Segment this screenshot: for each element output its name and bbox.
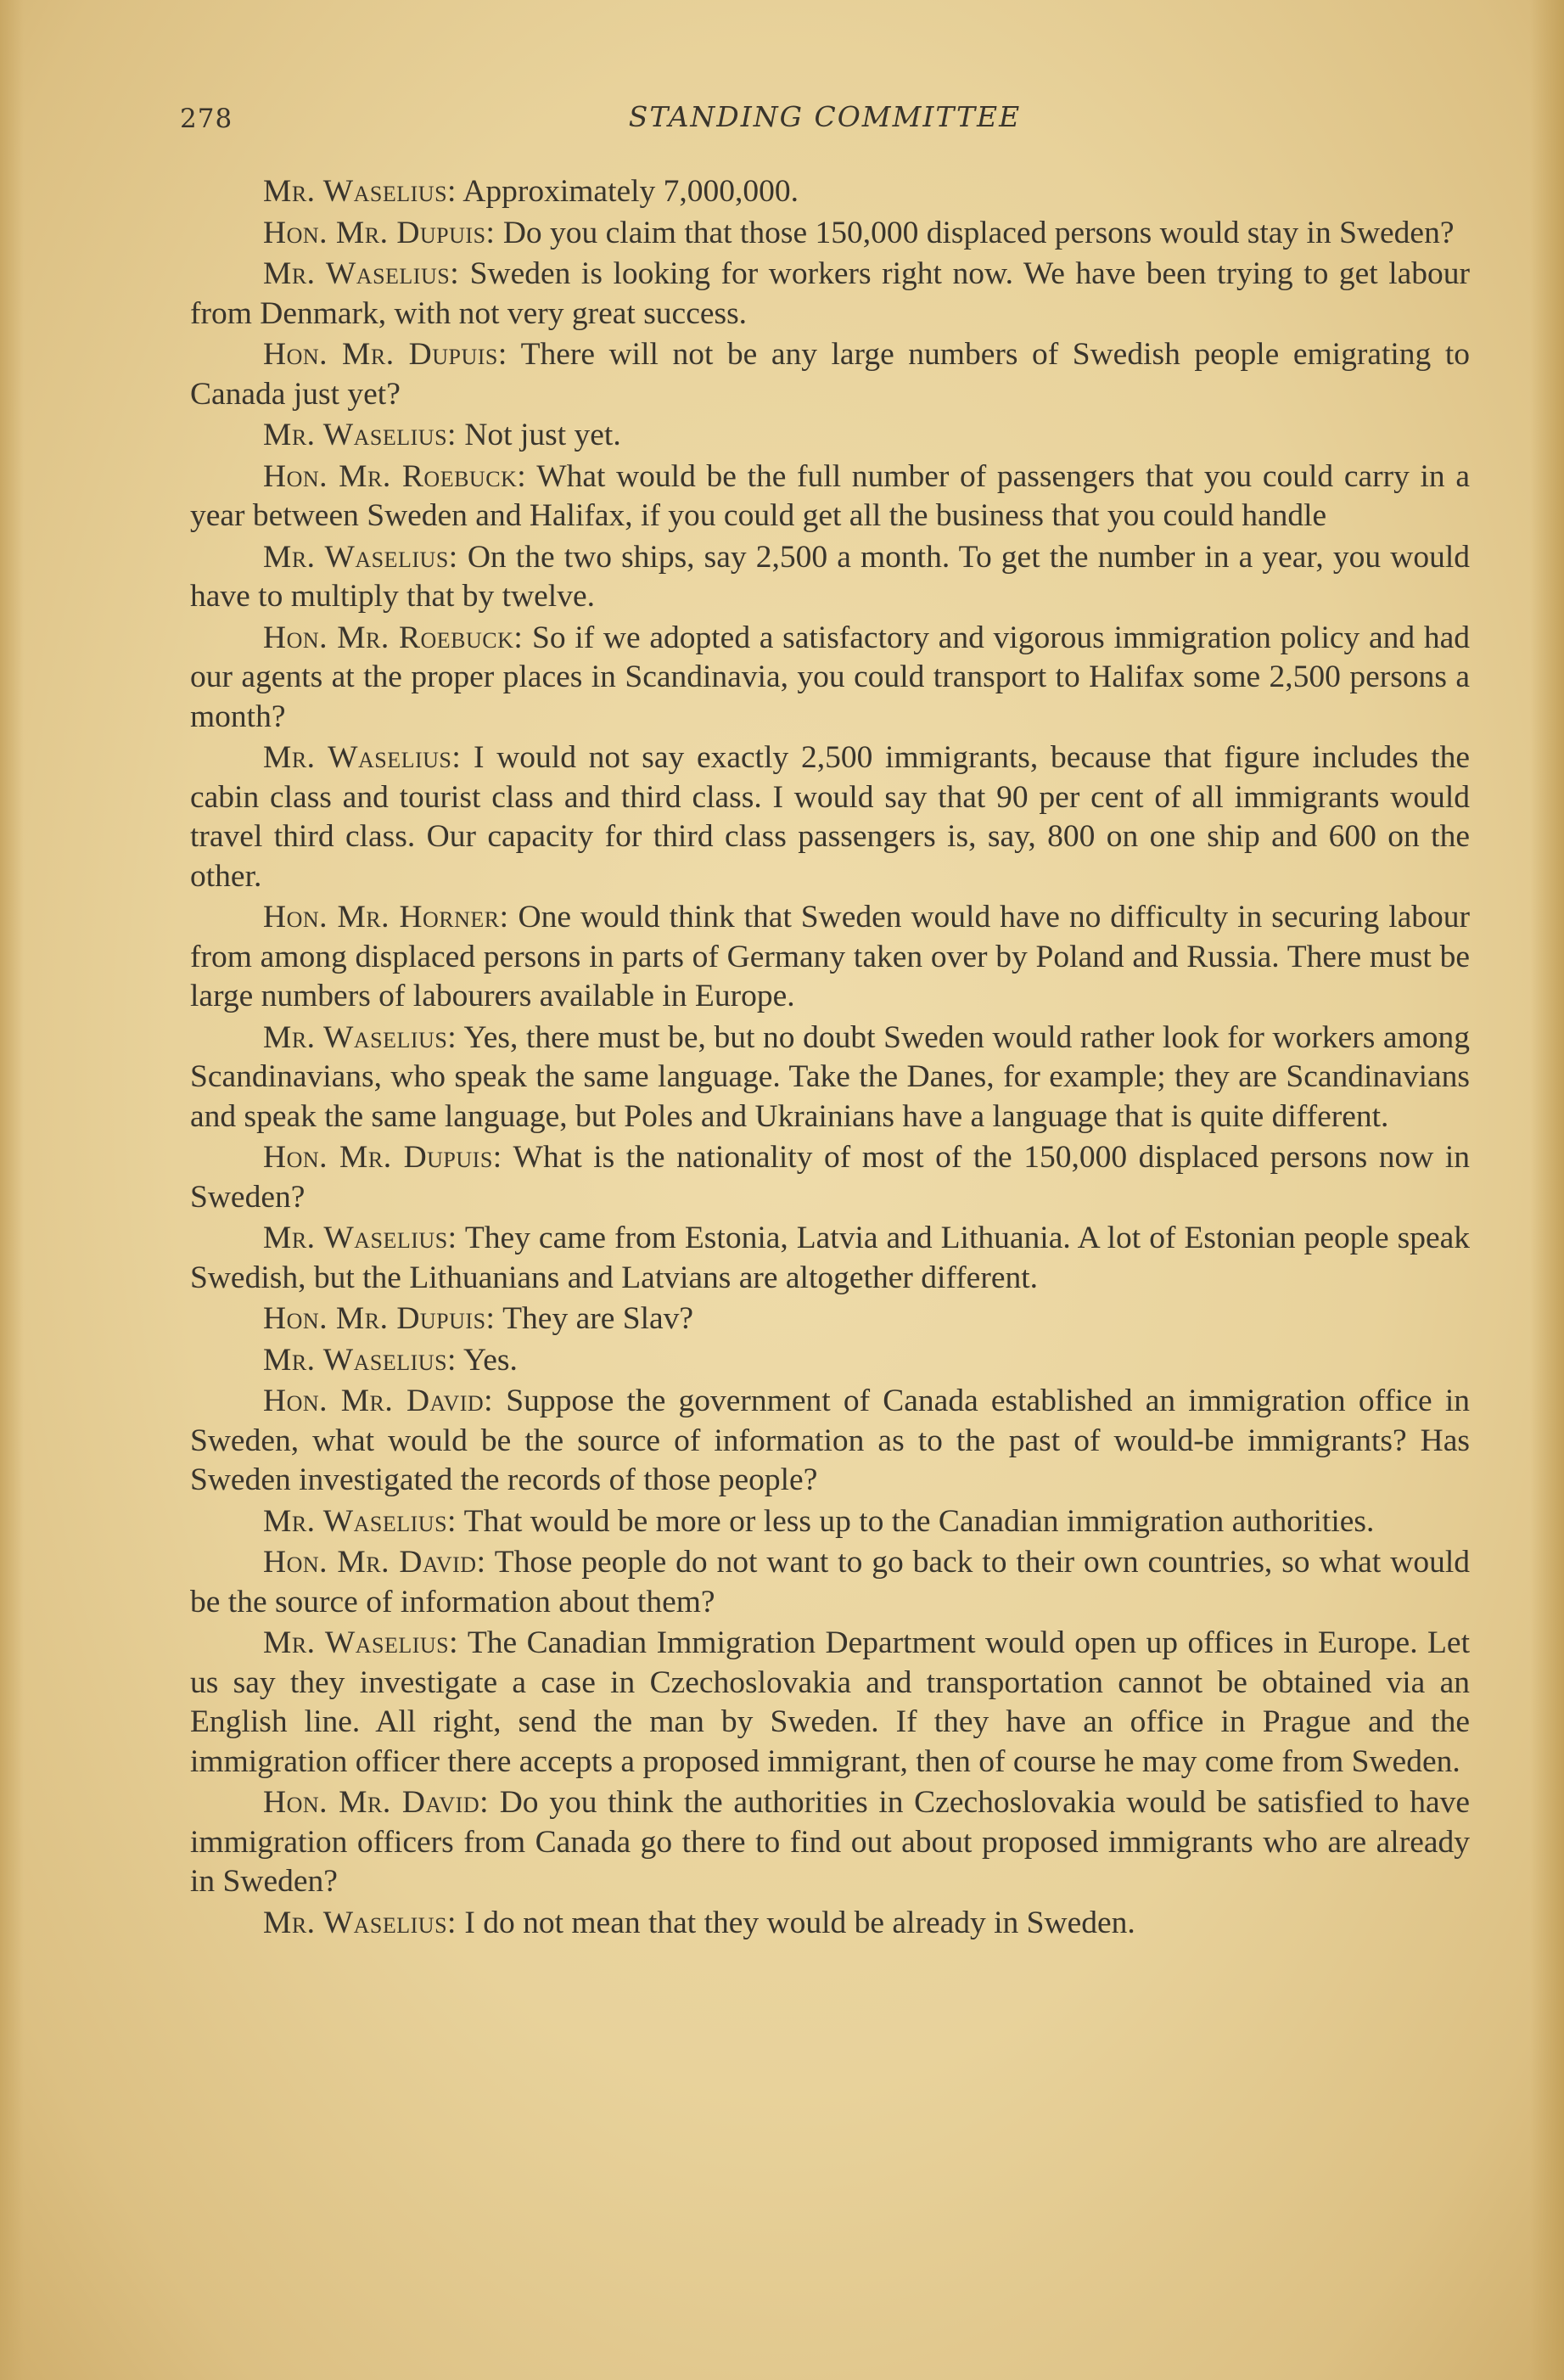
- transcript-paragraph: [190, 1341, 1470, 1381]
- transcript-paragraph: [190, 1138, 1470, 1217]
- speech-text: Yes, there must be, but no doubt Sweden would rather look for workers among Scandinavians, who speak the same language. Take the Danes, for example; they are Scandinavians and speak the same language, but Poles and Ukrainians have a language that is quite different.: [190, 1019, 1471, 1134]
- transcript-paragraph: [190, 1624, 1470, 1782]
- speech-text: Do you claim that those 150,000 displaced persons would stay in Sweden?: [495, 215, 1455, 250]
- speaker-name: Mr. Waselius:: [263, 740, 462, 775]
- speech-text: There will not be any large numbers of Swedish people emigrating to Canada just yet?: [190, 337, 1470, 412]
- speech-text: They came from Estonia, Latvia and Lithuania. A lot of Estonian people speak Swedish, but the Lithuanians and Latvians are altogether different.: [190, 1221, 1470, 1295]
- speech-text: I would not say exactly 2,500 immigrants, because that figure includes the cabin class and tourist class and third class. I would say that 90 per cent of all immigrants would travel third class. Our capacity for third class passengers is, say, 800 on one ship and 600 on the other.: [190, 740, 1471, 894]
- speaker-name: Mr. Waselius:: [263, 174, 457, 209]
- transcript-paragraph: [190, 1502, 1470, 1542]
- speech-text: Suppose the government of Canada established an immigration office in Sweden, what would be the source of information as to the past of would-be immigrants? Has Sweden investigated the records of those people?: [190, 1384, 1470, 1497]
- transcript-paragraph: [190, 1219, 1470, 1298]
- speech-text: On the two ships, say 2,500 a month. To get the number in a year, you would have to multiply that by twelve.: [190, 539, 1470, 614]
- speech-text: I do not mean that they would be already in Sweden.: [456, 1905, 1135, 1940]
- transcript-paragraph: [190, 1783, 1470, 1902]
- transcript-paragraph: [190, 172, 1470, 212]
- transcript-paragraph: [190, 335, 1470, 414]
- speaker-name: Mr. Waselius:: [263, 1625, 459, 1660]
- speech-text: Yes.: [456, 1342, 518, 1378]
- speaker-name: Hon. Mr. Roebuck:: [263, 620, 524, 655]
- speech-text: Do you think the authorities in Czechoslovakia would be satisfied to have immigration officers from Canada go there to find out about proposed immigrants who are already in Sweden?: [190, 1785, 1470, 1899]
- transcript-paragraph: [190, 1543, 1470, 1622]
- speaker-name: Mr. Waselius:: [263, 1221, 457, 1255]
- page-edge-shadow-right: [1530, 0, 1564, 2380]
- transcript-paragraph: [190, 738, 1470, 896]
- transcript-body: [190, 172, 1470, 1945]
- transcript-paragraph: [190, 1019, 1470, 1137]
- page-edge-shadow-left: [0, 0, 24, 2380]
- speaker-name: Hon. Mr. Dupuis:: [263, 1140, 502, 1175]
- transcript-paragraph: [190, 619, 1470, 738]
- speaker-name: Mr. Waselius:: [263, 256, 460, 291]
- speech-text: What would be the full number of passengers that you could carry in a year between Sweden and Halifax, if you could get all the business that you could handle: [190, 458, 1470, 533]
- speech-text: The Canadian Immigration Department would open up offices in Europe. Let us say they investigate a case in Czechoslovakia and transportation cannot be obtained via an English line. All right, send the man by Sweden. If they have an office in Prague and the immigration officer there accepts a proposed immigrant, then of course he may come from Sweden.: [190, 1625, 1470, 1779]
- speech-text: One would think that Sweden would have no difficulty in securing labour from among displaced persons in parts of Germany taken over by Poland and Russia. There must be large numbers of labourers available in Europe.: [190, 900, 1470, 1013]
- transcript-paragraph: [190, 898, 1470, 1017]
- speech-text: So if we adopted a satisfactory and vigorous immigration policy and had our agents at the proper places in Scandinavia, you could transport to Halifax some 2,500 persons a month?: [190, 620, 1470, 734]
- transcript-paragraph: [190, 538, 1470, 617]
- transcript-paragraph: [190, 416, 1470, 456]
- speaker-name: Mr. Waselius:: [263, 1342, 457, 1378]
- speaker-name: Hon. Mr. David:: [263, 1785, 490, 1820]
- transcript-paragraph: [190, 255, 1470, 334]
- transcript-paragraph: [190, 457, 1470, 536]
- speaker-name: Mr. Waselius:: [263, 1905, 457, 1940]
- transcript-paragraph: [190, 214, 1470, 254]
- speech-text: Those people do not want to go back to their own countries, so what would be the source of information about them?: [190, 1545, 1470, 1619]
- speaker-name: Mr. Waselius:: [263, 1503, 457, 1539]
- speaker-name: Hon. Mr. Horner:: [263, 900, 509, 935]
- speech-text: Not just yet.: [456, 418, 621, 452]
- speaker-name: Mr. Waselius:: [263, 418, 457, 452]
- transcript-paragraph: [190, 1904, 1470, 1944]
- transcript-paragraph: [190, 1382, 1470, 1501]
- speech-text: What is the nationality of most of the 150,000 displaced persons now in Sweden?: [190, 1140, 1471, 1215]
- speech-text: Sweden is looking for workers right now. We have been trying to get labour from Denmark, with not very great success.: [190, 256, 1470, 331]
- speaker-name: Hon. Mr. Dupuis:: [263, 215, 496, 250]
- speaker-name: Hon. Mr. Dupuis:: [263, 337, 507, 372]
- speaker-name: Hon. Mr. David:: [263, 1545, 486, 1580]
- transcript-paragraph: [190, 1299, 1470, 1339]
- speaker-name: Mr. Waselius:: [263, 539, 458, 575]
- speaker-name: Hon. Mr. David:: [263, 1384, 494, 1418]
- speech-text: Approximately 7,000,000.: [456, 174, 799, 209]
- page-header: [180, 100, 1470, 141]
- page-number: 278: [180, 104, 233, 134]
- speaker-name: Mr. Waselius:: [263, 1019, 457, 1055]
- speaker-name: Hon. Mr. Dupuis:: [263, 1301, 496, 1336]
- speaker-name: Hon. Mr. Roebuck:: [263, 458, 527, 494]
- running-head: STANDING COMMITTEE: [628, 100, 1022, 133]
- speech-text: That would be more or less up to the Canadian immigration authorities.: [456, 1503, 1375, 1539]
- speech-text: They are Slav?: [495, 1301, 694, 1336]
